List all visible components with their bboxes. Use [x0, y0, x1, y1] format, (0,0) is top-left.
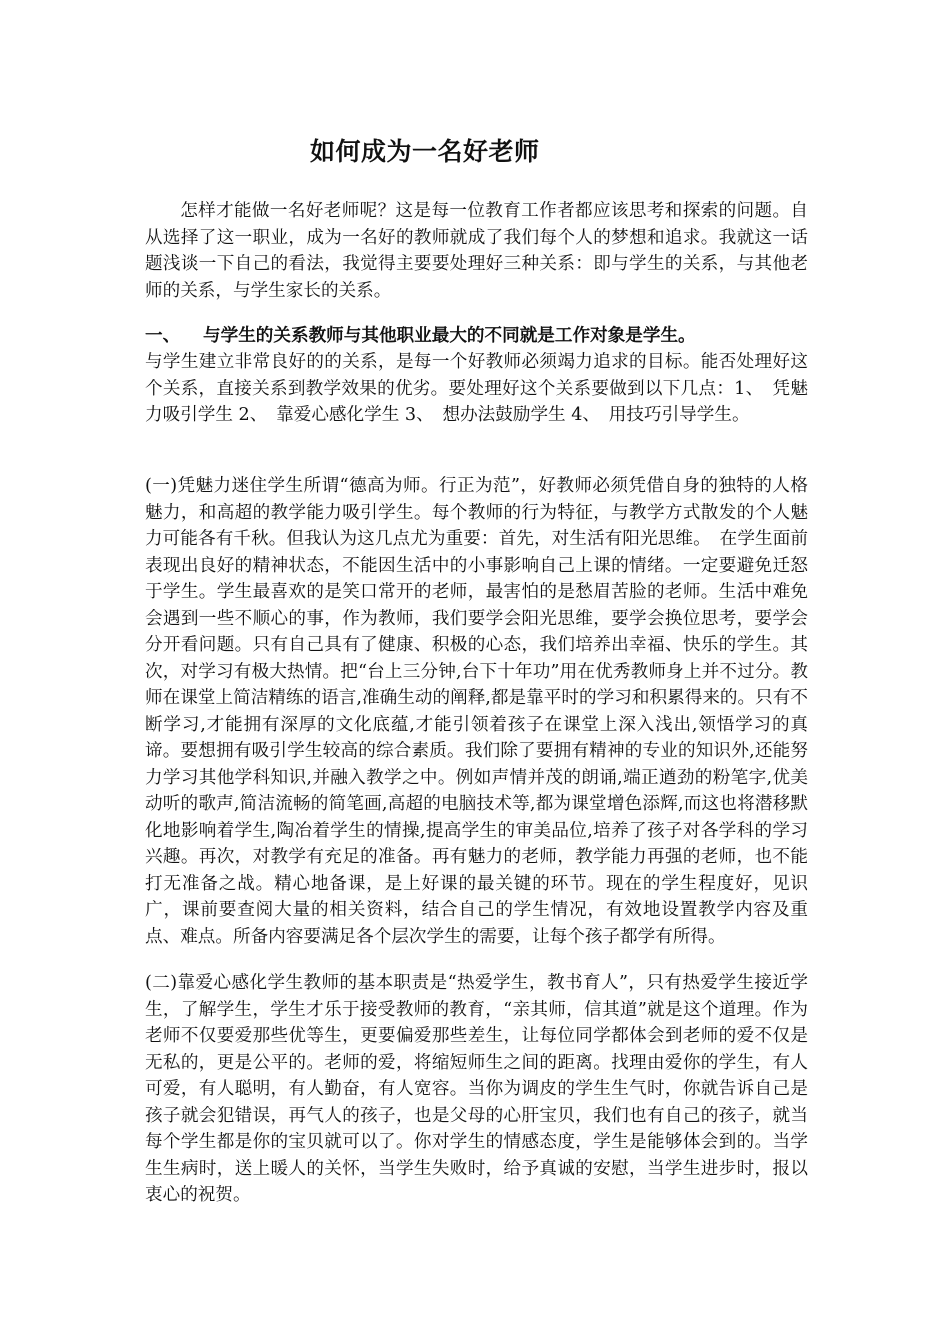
section-number: 一、 [145, 325, 181, 346]
section-heading [145, 323, 808, 350]
part-one-paragraph: (一)凭魅力迷住学生所谓“德高为师。行正为范”，好教师必须凭借自身的独特的人格魅力，和高超的教学能力吸引学生。每个教师的行为特征，与教学方式散发的个人魅力可能各有千秋。但我认为这几点尤为重要：首先，对生活有阳光思维。 在学生面前表现出良好的精神状态，不能因生活中的小事影响自己上课的情绪。一定要避免迁怒于学生。学生最喜欢的是笑口常开的老师，最害怕的是愁眉苦脸的老师。生活中难免会遇到一些不顺心的事，作为教师，我们要学会阳光思维，要学会换位思考，要学会分开看问题。只有自己具有了健康、积极的心态，我们培养出幸福、快乐的学生。其次，对学习有极大热情。把“台上三分钟,台下十年功”用在优秀教师身上并不过分。教师在课堂上简洁精练的语言,准确生动的阐释,都是靠平时的学习和积累得来的。只有不断学习,才能拥有深厚的文化底蕴,才能引领着孩子在课堂上深入浅出,领悟学习的真谛。要想拥有吸引学生较高的综合素质。我们除了要拥有精神的专业的知识外,还能努力学习其他学科知识,并融入教学之中。例如声情并茂的朗诵,端正遒劲的粉笔字,优美动听的歌声,简洁流畅的简笔画,高超的电脑技术等,都为课堂增色添辉,而这也将潜移默化地影响着学生,陶冶着学生的情操,提高学生的审美品位,培养了孩子对各学科的学习兴趣。再次，对教学有充足的准备。再有魅力的老师，教学能力再强的老师，也不能打无准备之战。精心地备课，是上好课的最关键的环节。现在的学生程度好，见识广，课前要查阅大量的相关资料，结合自己的学生情况，有效地设置教学内容及重点、难点。所备内容要满足各个层次学生的需要，让每个孩子都学有所得。 [145, 476, 808, 947]
section-body-paragraph: 与学生建立非常良好的的关系，是每一个好教师必须竭力追求的目标。能否处理好这个关系，直接关系到教学效果的优劣。要处理好这个关系要做到以下几点：1、 凭魅力吸引学生 2、 靠爱心感化学生 3、 想办法鼓励学生 4、 用技巧引导学生。 [145, 352, 808, 425]
intro-paragraph: 怎样才能做一名好老师呢？这是每一位教育工作者都应该思考和探索的问题。自从选择了这一职业，成为一名好的教师就成了我们每个人的梦想和追求。我就这一话题浅谈一下自己的看法，我觉得主要要处理好三种关系：即与学生的关系，与其他老师的关系，与学生家长的关系。 [145, 201, 808, 301]
part-two-paragraph: (二)靠爱心感化学生教师的基本职责是“热爱学生，教书育人”，只有热爱学生接近学生，了解学生，学生才乐于接受教师的教育，“亲其师，信其道”就是这个道理。作为老师不仅要爱那些优等生，更要偏爱那些差生，让每位同学都体会到老师的爱不仅是无私的，更是公平的。老师的爱，将缩短师生之间的距离。找理由爱你的学生，有人可爱，有人聪明，有人勤奋，有人宽容。当你为调皮的学生生气时，你就告诉自己是孩子就会犯错误，再气人的孩子，也是父母的心肝宝贝，我们也有自己的孩子，就当每个学生都是你的宝贝就可以了。你对学生的情感态度，学生是能够体会到的。当学生生病时，送上暖人的关怀，当学生失败时，给予真诚的安慰，当学生进步时，报以衷心的祝贺。 [145, 973, 808, 1205]
section-heading-text: 与学生的关系教师与其他职业最大的不同就是工作对象是学生。 [203, 325, 696, 346]
document-title: 如何成为一名好老师 [310, 137, 540, 166]
